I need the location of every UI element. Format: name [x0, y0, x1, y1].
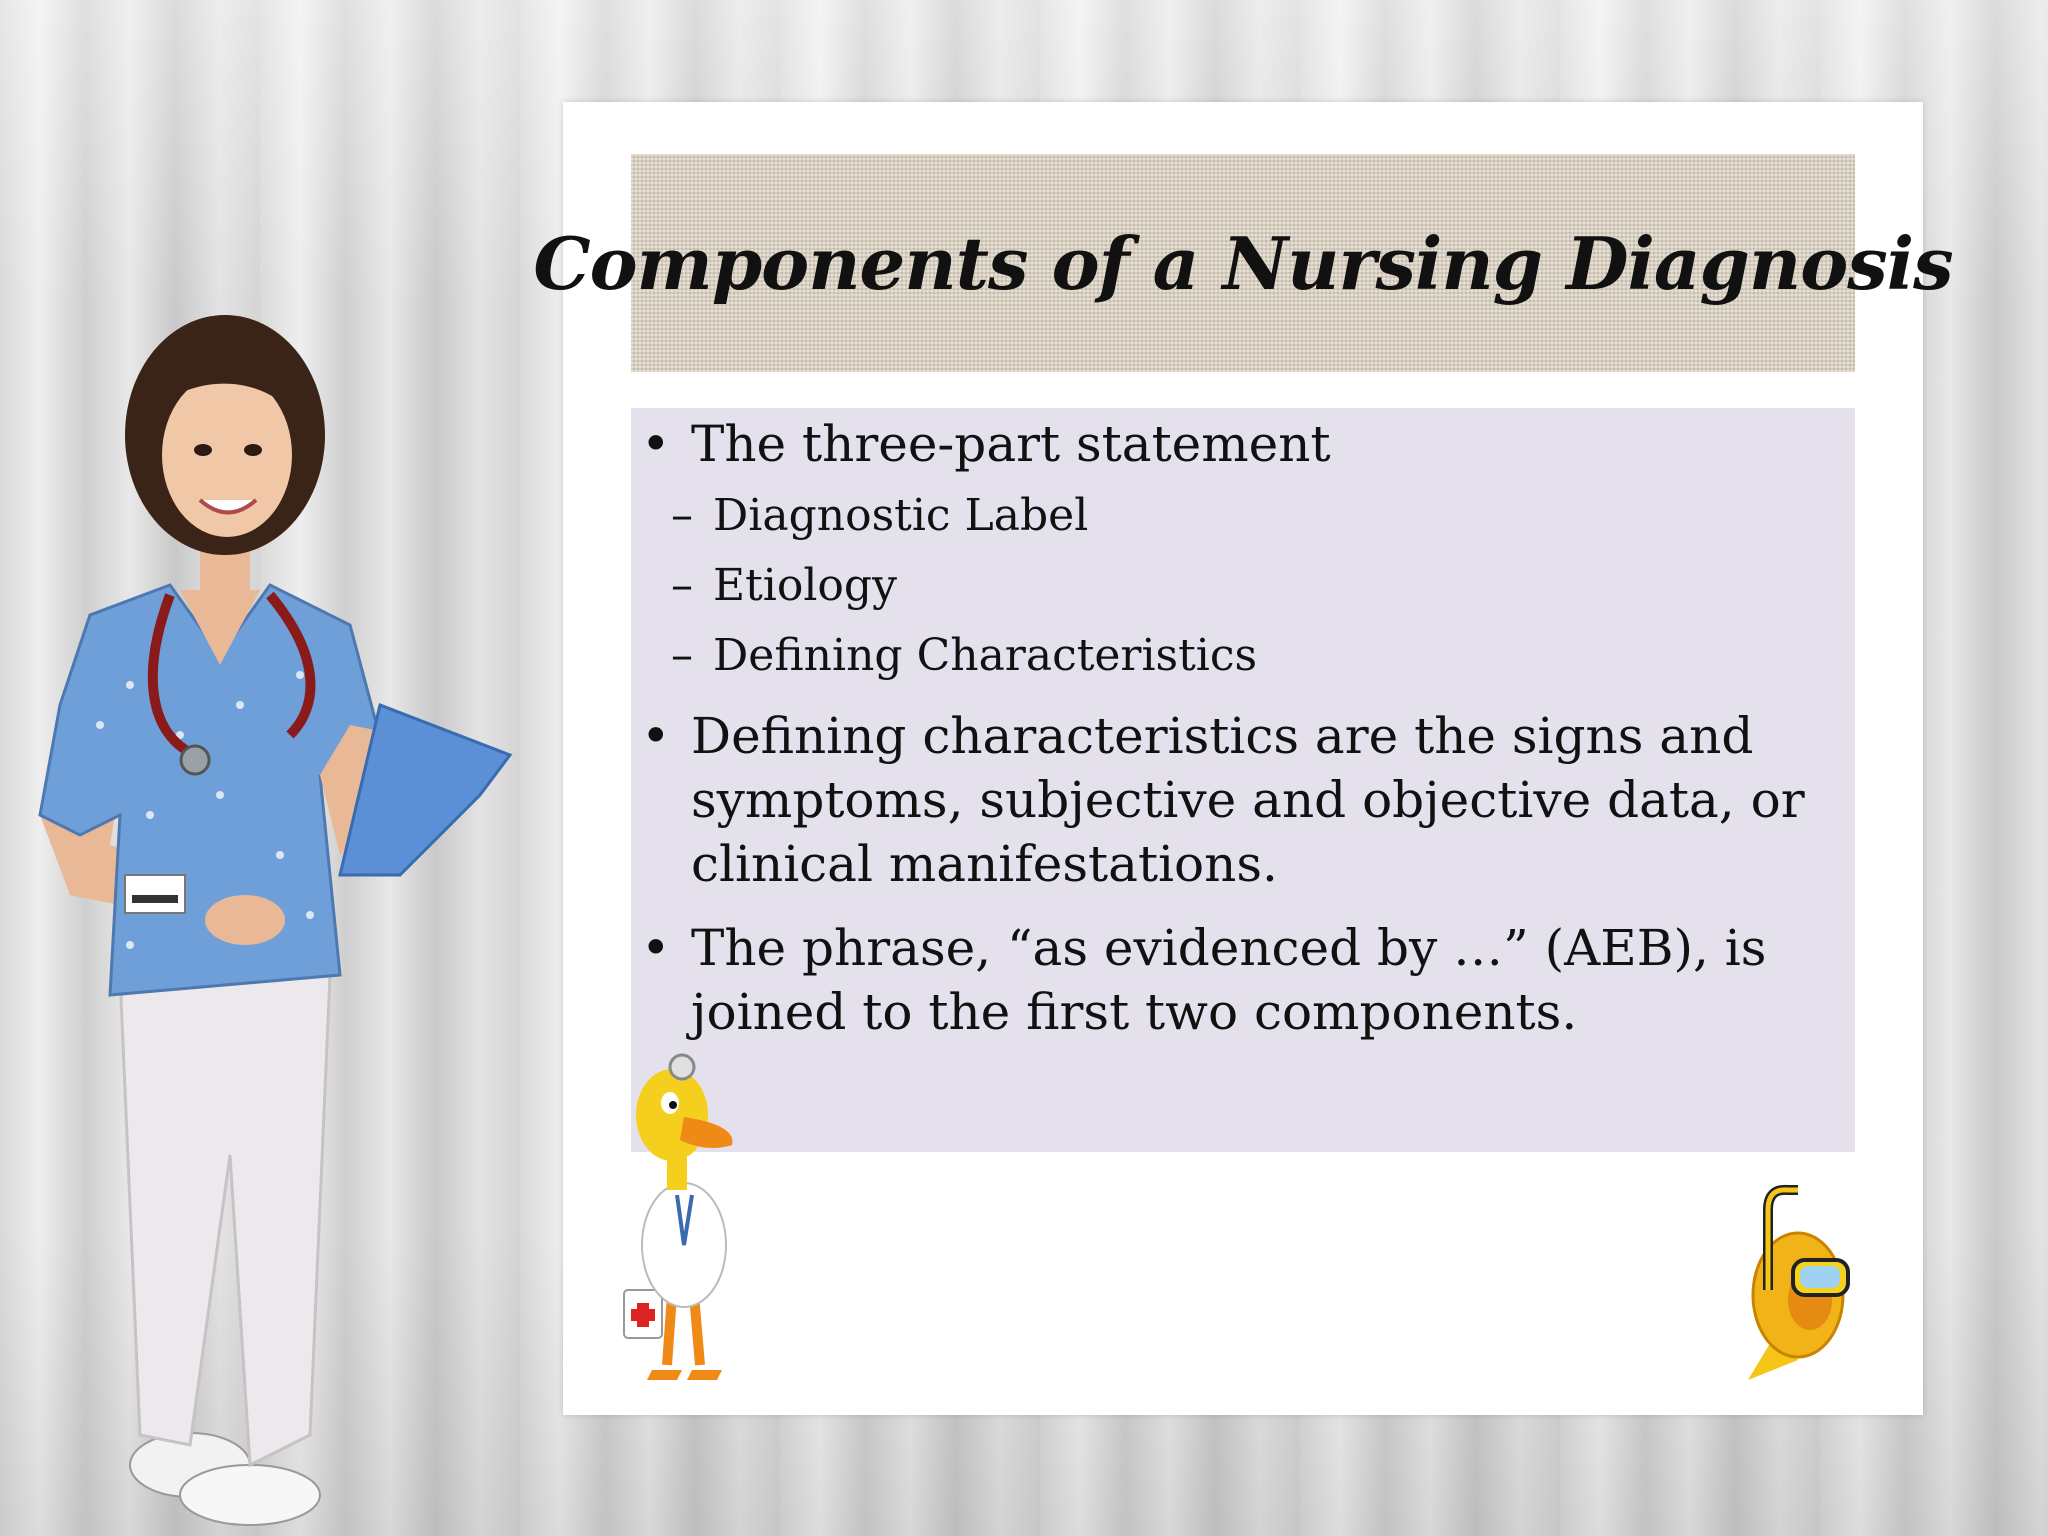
bullet-dot: •: [641, 415, 671, 473]
bullet-dot: •: [641, 919, 671, 977]
slide: [533, 102, 1953, 1415]
duck-doctor-illustration: [622, 1045, 742, 1390]
bullet-text: The phrase, “as evidenced by …” (AEB), is joined to the first two components.: [691, 919, 1767, 1041]
sub-item: [671, 558, 897, 614]
slide-title: Components of a Nursing Diagnosis: [533, 220, 1953, 306]
bullet-item: [641, 412, 1841, 476]
nurse-illustration: [20, 255, 550, 1530]
sub-dash: –: [671, 490, 693, 541]
fish-with-snorkel-illustration: [1738, 1180, 1860, 1385]
sub-text: Etiology: [713, 560, 897, 611]
bullet-dot: •: [641, 707, 671, 765]
bullet-text: The three-part statement: [691, 415, 1331, 473]
sub-item: [671, 628, 1258, 684]
title-band: [533, 154, 1953, 372]
content-box: [631, 408, 1855, 1152]
sub-dash: –: [671, 560, 693, 611]
bullet-item: [641, 704, 1841, 896]
bullet-text: Defining characteristics are the signs and symptoms, subjective and objective data, or clinical manifestations.: [691, 707, 1805, 893]
sub-item: [671, 488, 1089, 544]
sub-dash: –: [671, 630, 693, 681]
bullet-item: [641, 916, 1841, 1044]
sub-text: Diagnostic Label: [713, 490, 1089, 541]
sub-text: Defining Characteristics: [713, 630, 1258, 681]
